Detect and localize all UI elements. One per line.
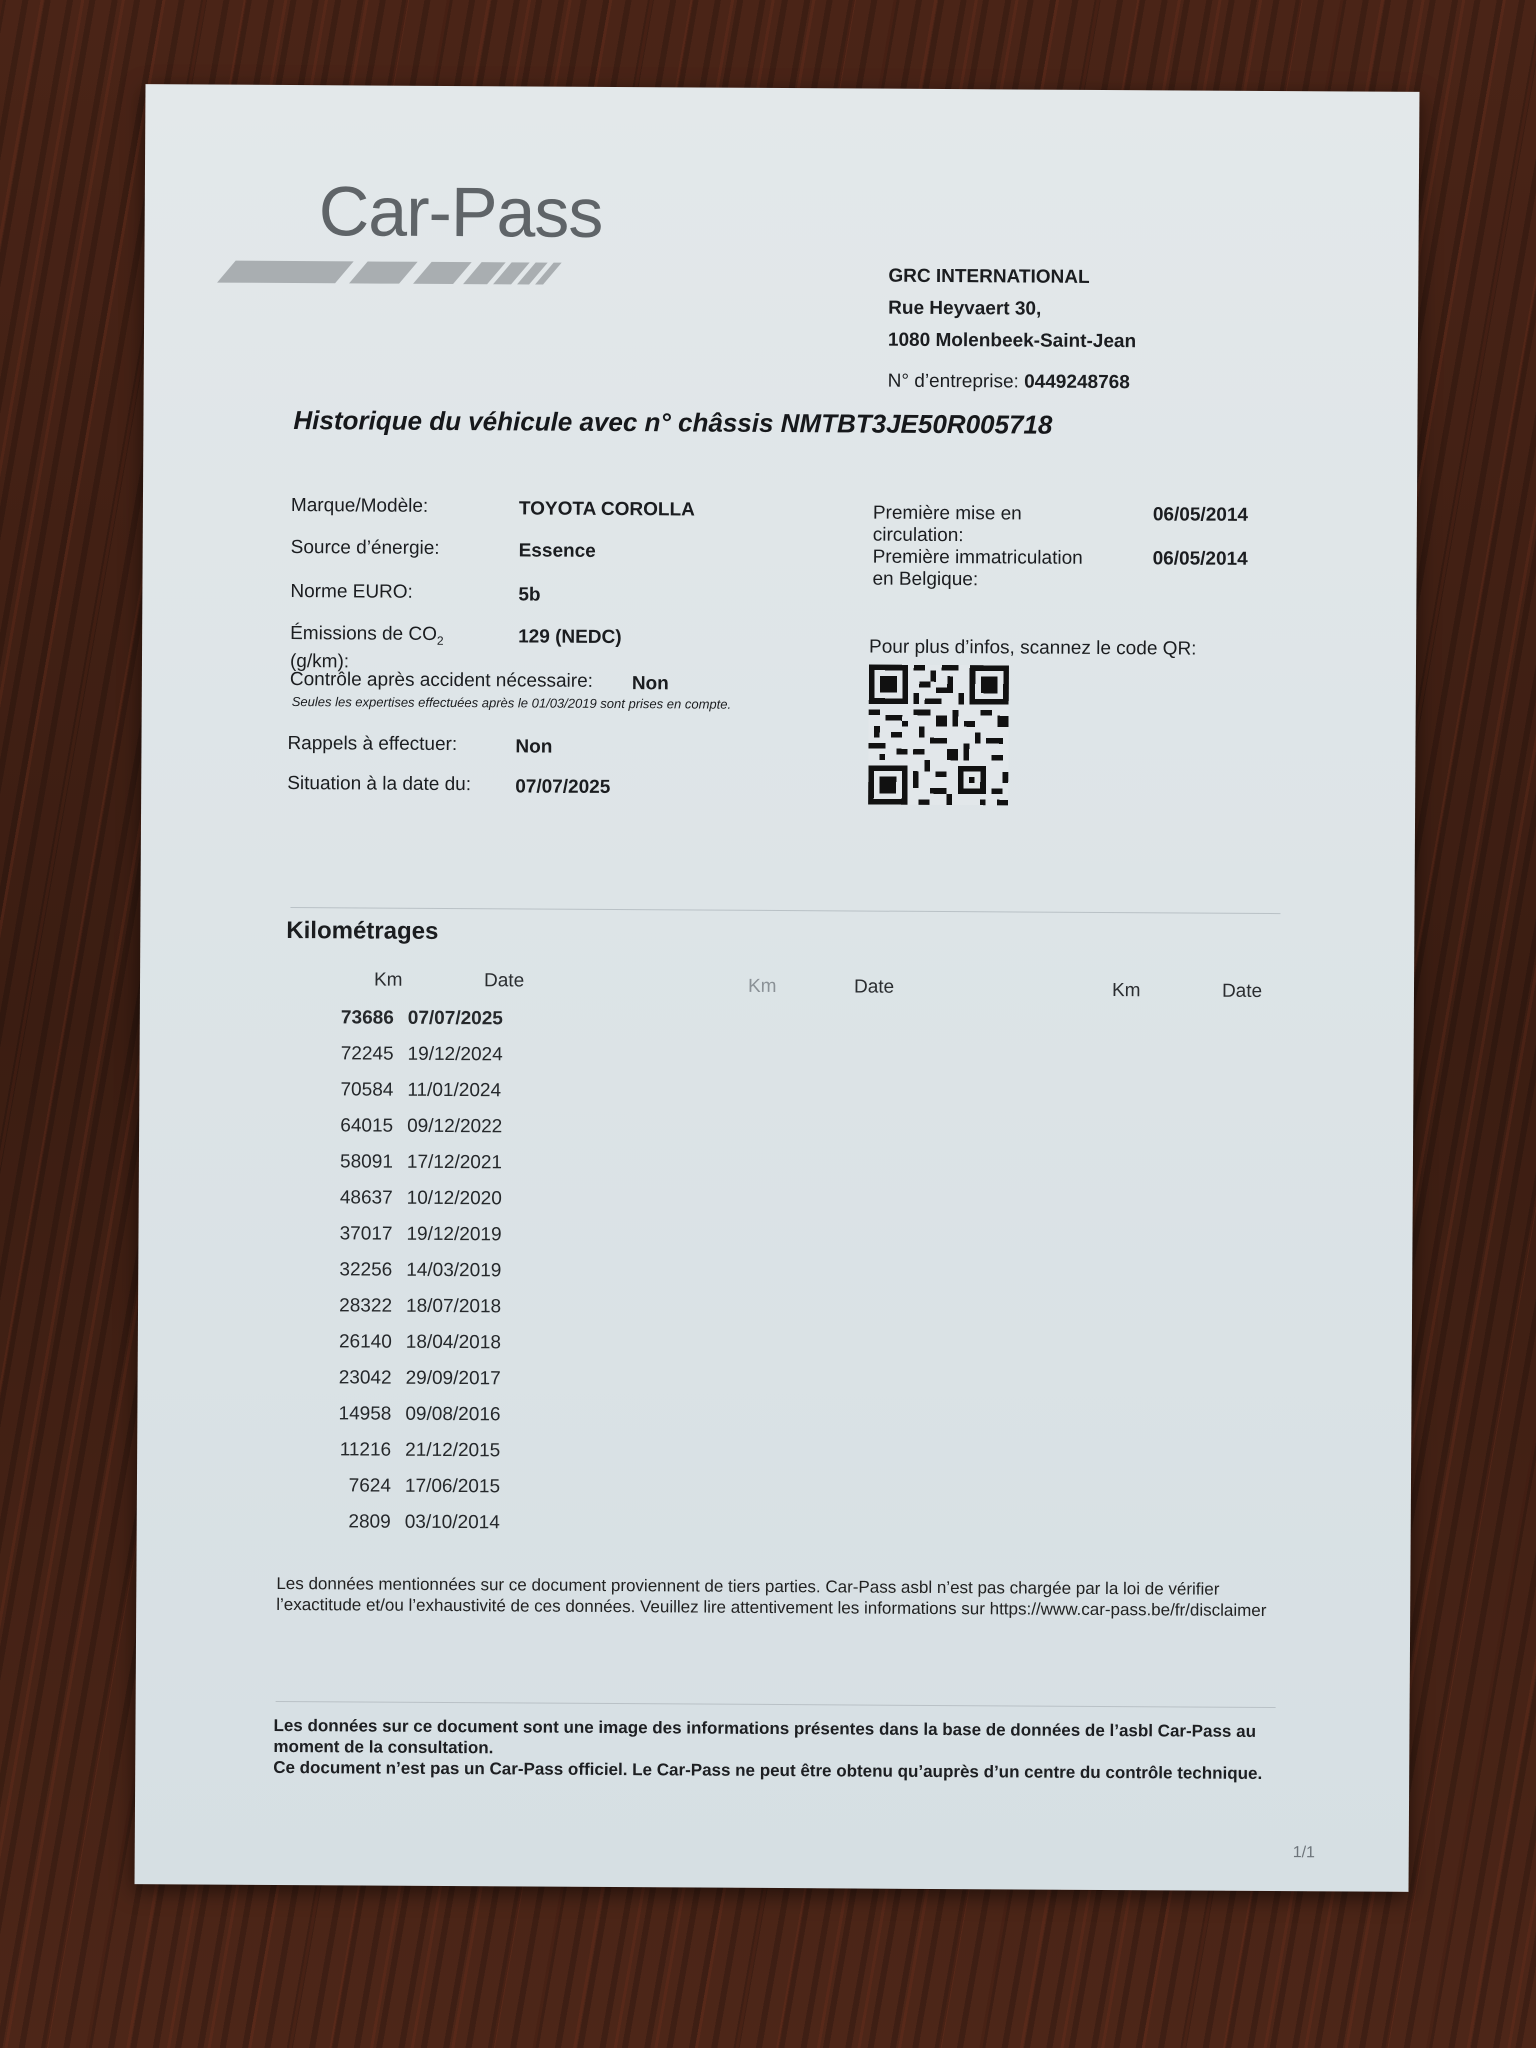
- euro-value: 5b: [518, 584, 541, 606]
- mileage-row: [303, 1511, 503, 1548]
- col2-date-header: Date: [853, 976, 895, 998]
- col1-date-header: Date: [483, 970, 525, 992]
- mileage-date: 07/07/2025: [407, 1007, 503, 1030]
- mileage-date: 17/06/2015: [404, 1475, 501, 1498]
- company-number-label: N° d’entreprise:: [887, 370, 1019, 393]
- make-model-label: Marque/Modèle:: [290, 495, 429, 517]
- first-use-label: [873, 503, 1022, 548]
- mileage-km: 28322: [339, 1295, 393, 1317]
- mileage-km: 2809: [348, 1511, 391, 1533]
- document-title: Historique du véhicule avec n° châssis NMTBT3JE50R005718: [293, 405, 1053, 440]
- mileage-date: 03/10/2014: [404, 1511, 500, 1534]
- mileage-row: [305, 1115, 505, 1152]
- qr-code-icon[interactable]: [868, 665, 1009, 806]
- mileage-km: 23042: [338, 1367, 392, 1389]
- company-city: 1080 Molenbeek-Saint-Jean: [887, 329, 1137, 353]
- co2-label-text: Émissions de CO: [290, 623, 437, 645]
- mileage-km: 11216: [339, 1439, 392, 1461]
- first-use-value: 06/05/2014: [1152, 504, 1249, 526]
- mileage-date: 14/03/2019: [406, 1259, 502, 1282]
- qr-caption: Pour plus d’infos, scannez le code QR:: [869, 636, 1197, 660]
- mileage-km: 72245: [340, 1043, 394, 1065]
- energy-value: Essence: [518, 540, 596, 562]
- situation-label: Situation à la date du:: [287, 773, 472, 796]
- mileage-km: 48637: [339, 1187, 393, 1209]
- euro-label: Norme EURO:: [290, 581, 413, 603]
- mileage-row: [306, 1007, 506, 1044]
- col2-km-header: Km: [747, 975, 777, 997]
- mileage-km: 14958: [338, 1403, 392, 1425]
- mileage-row: [303, 1403, 503, 1440]
- mileage-date: 11/01/2024: [407, 1079, 502, 1102]
- situation-value: 07/07/2025: [515, 776, 611, 798]
- company-address: [888, 261, 1137, 359]
- final-note-line2: Ce document n’est pas un Car-Pass officiel. Le Car-Pass ne peut être obtenu qu’auprès d’un centre du contrôle technique.: [273, 1757, 1263, 1783]
- mileage-date: 29/09/2017: [405, 1367, 501, 1390]
- mileage-date: 17/12/2021: [406, 1151, 503, 1174]
- disclaimer-text: Les données mentionnées sur ce document proviennent de tiers parties. Car-Pass asbl n’est pas chargée par la loi de vérifier l’exactitude et/ou l’exhaustivité de ces données. Veuillez lire attentivement les informations sur https://www.car-pass.be/fr/disclaimer: [276, 1573, 1267, 1621]
- mileage-km: 26140: [338, 1331, 392, 1353]
- first-reg-label-line2: en Belgique:: [872, 568, 979, 591]
- co2-label: [290, 623, 444, 674]
- mileage-km: 73686: [340, 1007, 394, 1029]
- mileage-list: [303, 1007, 506, 1548]
- mileage-date: 09/12/2022: [407, 1115, 503, 1138]
- mileage-km: 70584: [340, 1079, 394, 1101]
- mileage-row: [304, 1223, 504, 1260]
- mileage-date: 19/12/2019: [406, 1223, 502, 1246]
- company-number: [888, 371, 1130, 394]
- section-divider: [290, 907, 1280, 914]
- first-reg-value: 06/05/2014: [1152, 548, 1248, 570]
- mileage-km: 32256: [339, 1259, 393, 1281]
- mileage-km: 58091: [340, 1151, 393, 1173]
- col3-km-header: Km: [1111, 980, 1141, 1002]
- col3-date-header: Date: [1221, 980, 1263, 1002]
- mileage-row: [303, 1475, 503, 1512]
- recalls-label: Rappels à effectuer:: [287, 733, 458, 756]
- mileage-row: [303, 1439, 503, 1476]
- mileage-date: 18/04/2018: [405, 1331, 501, 1354]
- mileage-section-title: Kilométrages: [286, 917, 439, 945]
- mileage-row: [304, 1259, 504, 1296]
- mileage-row: [305, 1187, 505, 1224]
- company-name: GRC INTERNATIONAL: [888, 265, 1090, 288]
- company-street: Rue Heyvaert 30,: [888, 297, 1042, 320]
- company-number-value: 0449248768: [1024, 371, 1130, 394]
- mileage-date: 19/12/2024: [407, 1043, 503, 1066]
- mileage-km: 37017: [339, 1223, 393, 1245]
- mileage-date: 18/07/2018: [405, 1295, 502, 1318]
- first-reg-label: [872, 547, 1082, 592]
- final-note-line1: Les données sur ce document sont une image des informations présentes dans la base de données de l’asbl Car-Pass au moment de la consultation.: [273, 1715, 1257, 1758]
- accident-label: Contrôle après accident nécessaire:: [289, 669, 594, 692]
- mileage-row: [305, 1043, 505, 1080]
- co2-value: 129 (NEDC): [518, 626, 622, 649]
- mileage-date: 21/12/2015: [405, 1439, 501, 1462]
- col1-km-header: Km: [373, 969, 403, 991]
- mileage-date: 09/08/2016: [405, 1403, 501, 1426]
- energy-label: Source d’énergie:: [290, 537, 440, 559]
- mileage-row: [303, 1367, 503, 1404]
- co2-unit: (g/km):: [289, 650, 350, 673]
- mileage-row: [305, 1079, 505, 1116]
- recalls-value: Non: [515, 736, 553, 758]
- mileage-date: 10/12/2020: [406, 1187, 502, 1210]
- page-number: 1/1: [1292, 1844, 1316, 1862]
- mileage-row: [305, 1151, 505, 1188]
- car-pass-logo: [226, 171, 607, 283]
- co2-subscript: 2: [436, 633, 444, 648]
- logo-text: Car-Pass: [318, 172, 603, 252]
- document-page: [135, 84, 1420, 1892]
- make-model-value: TOYOTA COROLLA: [518, 498, 695, 521]
- footer-divider: [276, 1701, 1276, 1708]
- mileage-row: [304, 1295, 504, 1332]
- mileage-km: 7624: [348, 1475, 392, 1497]
- final-note: [273, 1715, 1283, 1784]
- mileage-km: 64015: [340, 1115, 394, 1137]
- accident-value: Non: [631, 673, 669, 695]
- first-reg-label-line1: Première immatriculation: [872, 546, 1083, 569]
- mileage-row: [304, 1331, 504, 1368]
- first-use-label-line2: circulation:: [872, 524, 964, 547]
- accident-note: Seules les expertises effectuées après le 01/03/2019 sont prises en compte.: [291, 694, 732, 712]
- first-use-label-line1: Première mise en: [872, 502, 1022, 525]
